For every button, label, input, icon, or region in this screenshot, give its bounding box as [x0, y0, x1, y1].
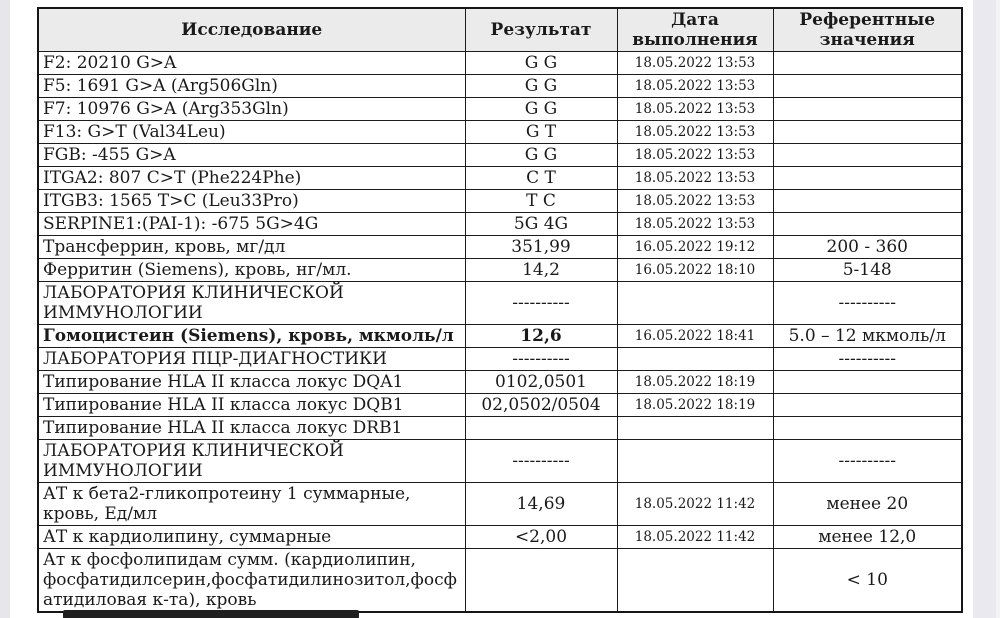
reference-cell [773, 167, 962, 190]
partially-visible-bottom-element [63, 610, 359, 618]
date-cell: 16.05.2022 19:12 [617, 236, 773, 259]
test-name-cell: F5: 1691 G>A (Arg506Gln) [38, 75, 465, 98]
table-row [38, 394, 962, 417]
reference-cell: ---------- [773, 282, 962, 325]
lab-results-table [37, 7, 963, 613]
result-cell: 12,6 [465, 325, 617, 348]
result-cell: T C [465, 190, 617, 213]
table-row [38, 483, 962, 526]
test-name-cell: Ферритин (Siemens), кровь, нг/мл. [38, 259, 465, 282]
result-cell: G G [465, 52, 617, 75]
table-row [38, 417, 962, 440]
reference-cell: ---------- [773, 348, 962, 371]
column-header-reference: Референтные значения [773, 8, 962, 52]
reference-cell: менее 12,0 [773, 526, 962, 549]
result-cell: 02,0502/0504 [465, 394, 617, 417]
test-name-cell: Трансферрин, кровь, мг/дл [38, 236, 465, 259]
page-right-edge [996, 0, 1000, 618]
reference-cell [773, 213, 962, 236]
table-row [38, 348, 962, 371]
reference-cell [773, 417, 962, 440]
date-cell: 18.05.2022 13:53 [617, 144, 773, 167]
test-name-cell: ЛАБОРАТОРИЯ КЛИНИЧЕСКОЙ ИММУНОЛОГИИ [38, 282, 465, 325]
date-cell: 18.05.2022 13:53 [617, 190, 773, 213]
column-header-test: Исследование [38, 8, 465, 52]
date-cell: 18.05.2022 13:53 [617, 98, 773, 121]
test-name-cell: Гомоцистеин (Siemens), кровь, мкмоль/л [38, 325, 465, 348]
table-row [38, 98, 962, 121]
result-cell: ---------- [465, 348, 617, 371]
test-name-cell: АТ к кардиолипину, суммарные [38, 526, 465, 549]
table-row [38, 121, 962, 144]
result-cell: 0102,0501 [465, 371, 617, 394]
reference-cell: ---------- [773, 440, 962, 483]
result-cell: G G [465, 75, 617, 98]
result-cell: 5G 4G [465, 213, 617, 236]
test-name-cell: Типирование HLA II класса локус DQB1 [38, 394, 465, 417]
test-name-cell: Типирование HLA II класса локус DQA1 [38, 371, 465, 394]
test-name-cell: Типирование HLA II класса локус DRB1 [38, 417, 465, 440]
date-cell: 18.05.2022 13:53 [617, 167, 773, 190]
table-header [38, 8, 962, 52]
result-cell: 351,99 [465, 236, 617, 259]
date-cell: 16.05.2022 18:10 [617, 259, 773, 282]
date-cell [617, 417, 773, 440]
result-cell: G T [465, 121, 617, 144]
reference-cell: 200 - 360 [773, 236, 962, 259]
date-cell: 18.05.2022 13:53 [617, 213, 773, 236]
table-row [38, 371, 962, 394]
table-row [38, 213, 962, 236]
test-name-cell: F13: G>T (Val34Leu) [38, 121, 465, 144]
date-cell [617, 348, 773, 371]
test-name-cell: Ат к фосфолипидам сумм. (кардиолипин, фосфатидилсерин,фосфатидилинозитол,фосфатидиловая к-та), кровь [38, 549, 465, 613]
date-cell: 18.05.2022 13:53 [617, 75, 773, 98]
result-cell: <2,00 [465, 526, 617, 549]
reference-cell [773, 98, 962, 121]
test-name-cell: F7: 10976 G>A (Arg353Gln) [38, 98, 465, 121]
date-cell [617, 440, 773, 483]
result-cell [465, 417, 617, 440]
reference-cell [773, 52, 962, 75]
table-row [38, 526, 962, 549]
result-cell: ---------- [465, 440, 617, 483]
reference-cell [773, 190, 962, 213]
result-cell: G G [465, 98, 617, 121]
table-row [38, 52, 962, 75]
reference-cell [773, 371, 962, 394]
test-name-cell: F2: 20210 G>A [38, 52, 465, 75]
date-cell: 18.05.2022 18:19 [617, 371, 773, 394]
reference-cell [773, 144, 962, 167]
result-cell [465, 549, 617, 613]
table-body [38, 52, 962, 613]
reference-cell: < 10 [773, 549, 962, 613]
reference-cell: 5-148 [773, 259, 962, 282]
column-header-date: Дата выполнения [617, 8, 773, 52]
page-left-margin [0, 0, 10, 618]
test-name-cell: АТ к бета2-гликопротеину 1 суммарные, кровь, Ед/мл [38, 483, 465, 526]
test-name-cell: ITGA2: 807 C>T (Phe224Phe) [38, 167, 465, 190]
column-header-result: Результат [465, 8, 617, 52]
table-row [38, 282, 962, 325]
date-cell [617, 549, 773, 613]
table-row [38, 549, 962, 613]
test-name-cell: ITGB3: 1565 T>C (Leu33Pro) [38, 190, 465, 213]
table-row [38, 167, 962, 190]
test-name-cell: ЛАБОРАТОРИЯ ПЦР-ДИАГНОСТИКИ [38, 348, 465, 371]
table-row [38, 236, 962, 259]
date-cell: 18.05.2022 13:53 [617, 52, 773, 75]
header-row [38, 8, 962, 52]
table-row [38, 325, 962, 348]
date-cell: 18.05.2022 18:19 [617, 394, 773, 417]
test-name-cell: FGB: -455 G>A [38, 144, 465, 167]
date-cell [617, 282, 773, 325]
reference-cell: 5.0 – 12 мкмоль/л [773, 325, 962, 348]
result-cell: 14,69 [465, 483, 617, 526]
result-cell: G G [465, 144, 617, 167]
table-row [38, 440, 962, 483]
reference-cell [773, 121, 962, 144]
reference-cell [773, 75, 962, 98]
date-cell: 16.05.2022 18:41 [617, 325, 773, 348]
table-row [38, 144, 962, 167]
reference-cell [773, 394, 962, 417]
test-name-cell: ЛАБОРАТОРИЯ КЛИНИЧЕСКОЙ ИММУНОЛОГИИ [38, 440, 465, 483]
date-cell: 18.05.2022 13:53 [617, 121, 773, 144]
page-right-margin [973, 0, 996, 618]
table-row [38, 259, 962, 282]
result-cell: ---------- [465, 282, 617, 325]
date-cell: 18.05.2022 11:42 [617, 483, 773, 526]
reference-cell: менее 20 [773, 483, 962, 526]
result-cell: 14,2 [465, 259, 617, 282]
table-row [38, 190, 962, 213]
table-row [38, 75, 962, 98]
date-cell: 18.05.2022 11:42 [617, 526, 773, 549]
test-name-cell: SERPINE1:(PAI-1): -675 5G>4G [38, 213, 465, 236]
result-cell: C T [465, 167, 617, 190]
